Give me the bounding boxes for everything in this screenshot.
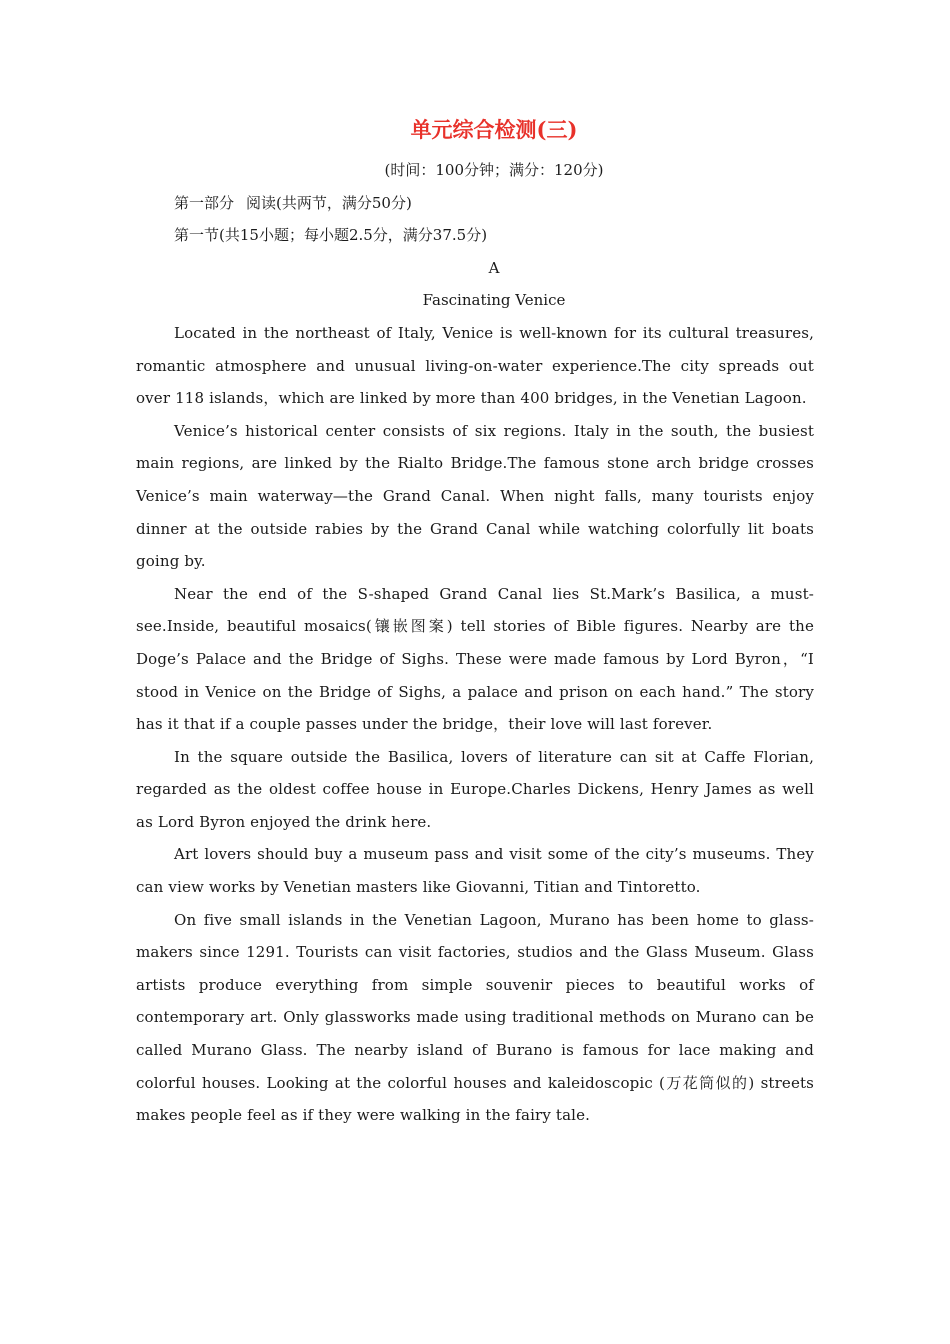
paragraph-6: On five small islands in the Venetian Lagoon, Murano has been home to glass-makers since 1291. Tourists can visit factories, studios and the Glass Museum. Glass artists produce everything from simple souvenir pieces to beautiful works of contemporary art. Only glassworks made using traditional methods on Murano can be called Murano Glass. The nearby island of Burano is famous for lace making and colorful houses. Looking at the colorful houses and kaleidoscopic (万花筒似的) streets makes people feel as if they were walking in the fairy tale. — [136, 910, 814, 1125]
paragraph-1: Located in the northeast of Italy, Venice is well-known for its cultural treasures, romantic atmosphere and unusual living-on-water experience.The city spreads out over 118 islands，which are linked by more than 400 bridges, in the Venetian Lagoon. — [136, 323, 814, 408]
exam-time-and-score: (时间：100分钟；满分：120分) — [384, 161, 604, 179]
section-heading: 第一节(共15小题；每小题2.5分，满分37.5分) — [174, 226, 488, 245]
part-label: 第一部分 — [174, 193, 235, 212]
part-heading — [136, 187, 814, 220]
part-text: 阅读(共两节，满分50分) — [246, 193, 412, 212]
document-page — [136, 112, 814, 1132]
paragraph-5: Art lovers should buy a museum pass and visit some of the city’s museums. They can view works by Venetian masters like Giovanni, Titian and Tintoretto. — [136, 845, 814, 897]
passage-title: Fascinating Venice — [422, 291, 566, 310]
passage-letter: A — [488, 258, 500, 277]
paragraph-3: Near the end of the S-shaped Grand Canal lies St.Mark’s Basilica, a must-see.Inside, beautiful mosaics(镶嵌图案) tell stories of Bible figures. Nearby are the Doge’s Palace and the Bridge of Sighs. These were made famous by Lord Byron，“I stood in Venice on the Bridge of Sighs, a palace and prison on each hand.” The story has it that if a couple passes under the bridge，their love will last forever. — [136, 584, 814, 734]
document-title: 单元综合检测(三) — [410, 117, 578, 142]
paragraph-4: In the square outside the Basilica, lovers of literature can sit at Caffe Florian, regarded as the oldest coffee house in Europe.Charles Dickens, Henry James as well as Lord Byron enjoyed the drink here. — [136, 747, 814, 831]
paragraph-2: Venice’s historical center consists of six regions. Italy in the south, the busiest main regions, are linked by the Rialto Bridge.The famous stone arch bridge crosses Venice’s main waterway—the Grand Canal. When night falls, many tourists enjoy dinner at the outside rabies by the Grand Canal while watching colorfully lit boats going by. — [136, 421, 814, 571]
